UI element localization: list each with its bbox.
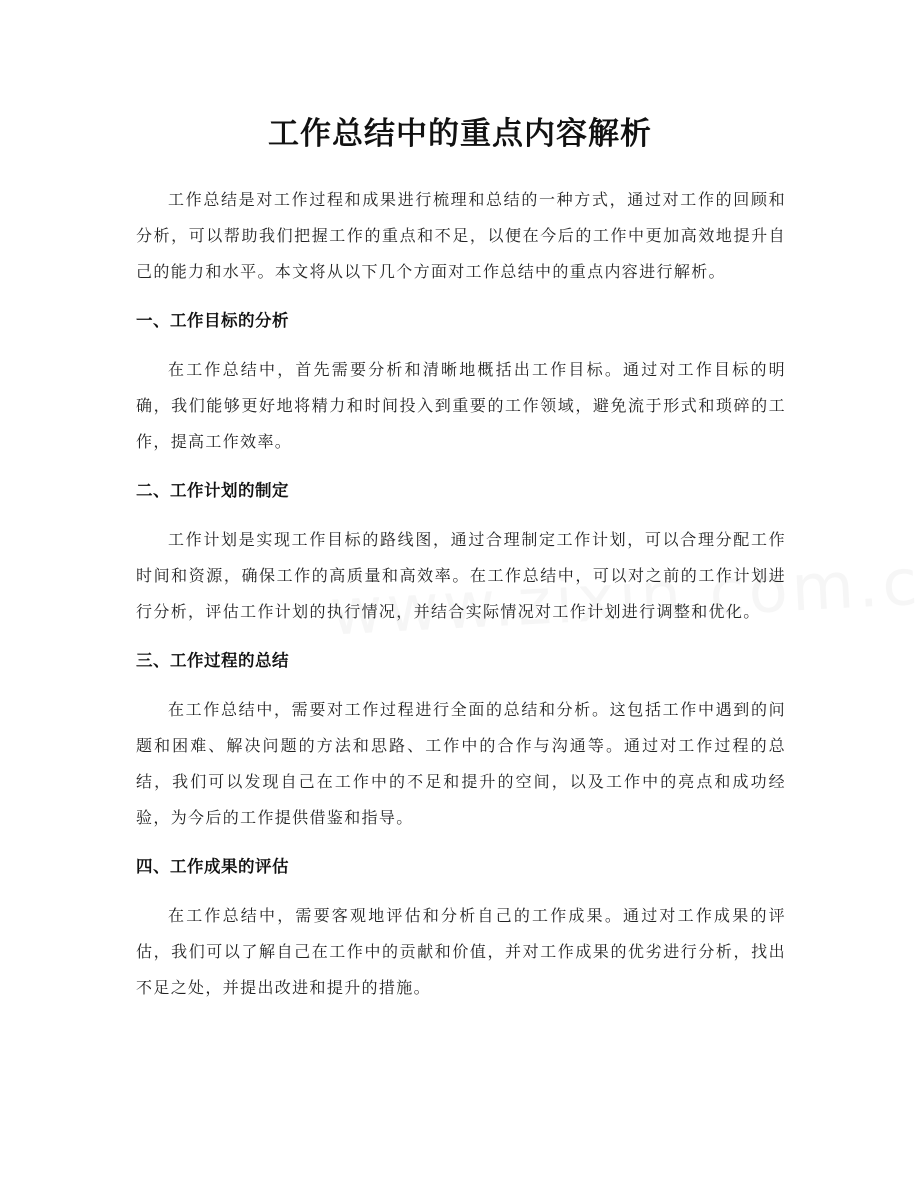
section-heading-process: 三、工作过程的总结: [136, 651, 289, 670]
document-title: 工作总结中的重点内容解析: [268, 116, 652, 152]
section-body-goals: 在工作总结中，首先需要分析和清晰地概括出工作目标。通过对工作目标的明确，我们能够更好地将精力和时间投入到重要的工作领域，避免流于形式和琐碎的工作，提高工作效率。: [136, 360, 786, 451]
section-body-results: 在工作总结中，需要客观地评估和分析自己的工作成果。通过对工作成果的评估，我们可以了解自己在工作中的贡献和价值，并对工作成果的优劣进行分析，找出不足之处，并提出改进和提升的措施。: [136, 906, 786, 997]
section-body-process: 在工作总结中，需要对工作过程进行全面的总结和分析。这包括工作中遇到的问题和困难、解决问题的方法和思路、工作中的合作与沟通等。通过对工作过程的总结，我们可以发现自己在工作中的不足和提升的空间，以及工作中的亮点和成功经验，为今后的工作提供借鉴和指导。: [136, 700, 786, 827]
section-heading-goals: 一、工作目标的分析: [136, 311, 289, 330]
section-body-plan: 工作计划是实现工作目标的路线图，通过合理制定工作计划，可以合理分配工作时间和资源，确保工作的高质量和高效率。在工作总结中，可以对之前的工作计划进行分析，评估工作计划的执行情况，并结合实际情况对工作计划进行调整和优化。: [136, 530, 786, 621]
section-heading-results: 四、工作成果的评估: [136, 857, 289, 876]
section-heading-plan: 二、工作计划的制定: [136, 481, 289, 500]
document-body: [136, 182, 786, 1006]
intro-paragraph: 工作总结是对工作过程和成果进行梳理和总结的一种方式，通过对工作的回顾和分析，可以帮助我们把握工作的重点和不足，以便在今后的工作中更加高效地提升自己的能力和水平。本文将从以下几个方面对工作总结中的重点内容进行解析。: [136, 190, 786, 281]
